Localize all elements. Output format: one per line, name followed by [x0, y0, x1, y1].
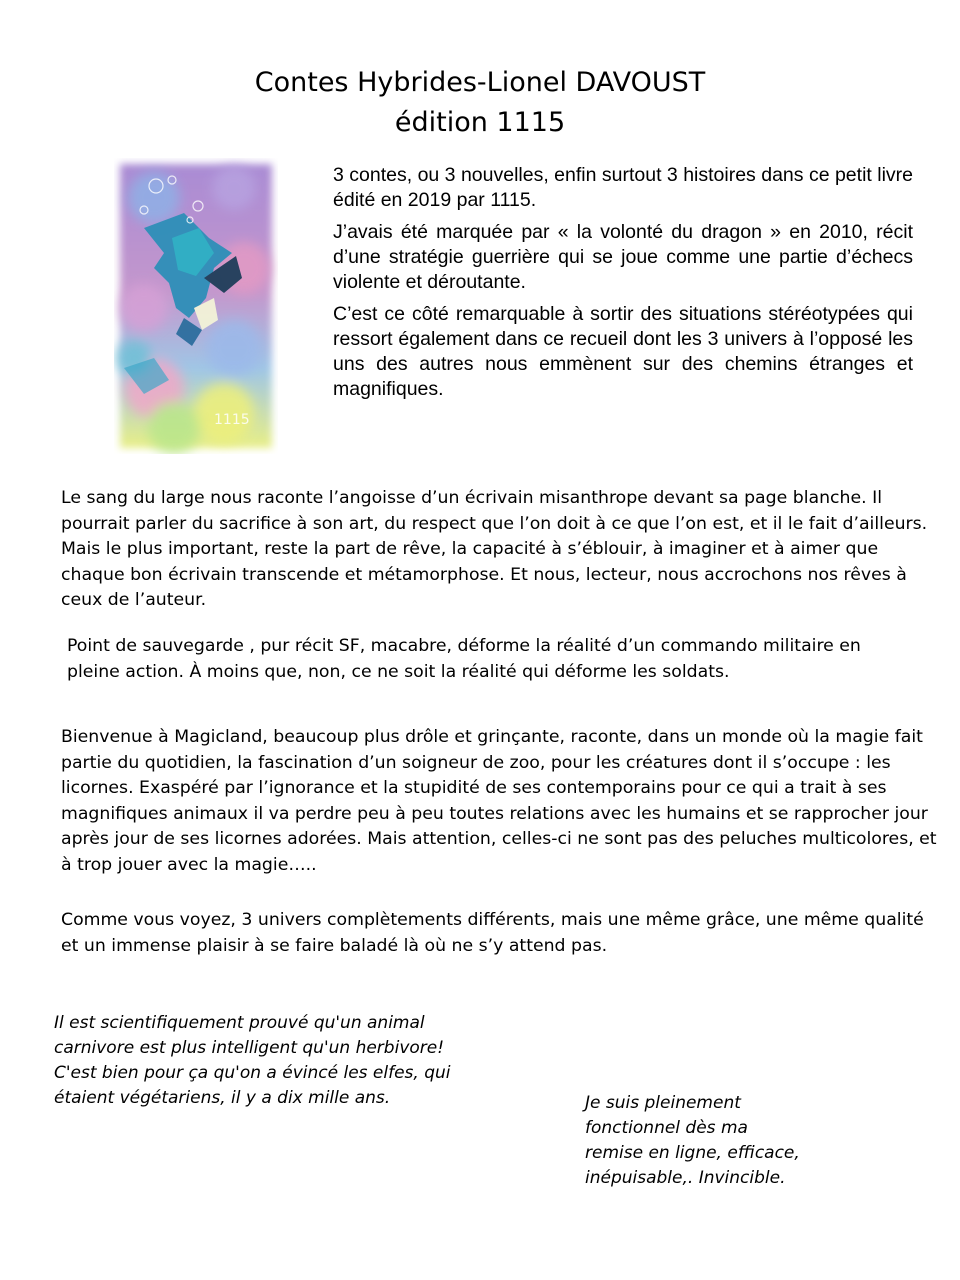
cover-mark: 1115 [214, 412, 250, 428]
book-cover-image [114, 158, 278, 454]
quote-line: inépuisable,. Invincible. [585, 1168, 786, 1188]
quote-line: Il est scientifiquement prouvé qu'un animal [54, 1013, 425, 1033]
book-title: Contes Hybrides-Lionel DAVOUST [254, 67, 706, 98]
quote-line: C'est bien pour ça qu'on a évincé les elfes, qui [54, 1063, 451, 1083]
quote-right [585, 1091, 885, 1191]
quote-line: Je suis pleinement [585, 1093, 741, 1113]
review-paragraph-point-de-sauvegarde: Point de sauvegarde , pur récit SF, macabre, déforme la réalité d’un commando militaire en pleine action. À moins que, non, ce ne soit la réalité qui déforme les soldats. [67, 636, 861, 682]
quote-line: carnivore est plus intelligent qu'un herbivore! [54, 1038, 445, 1058]
intro-paragraph: C’est ce côté remarquable à sortir des situations stéréotypées qui ressort également dans ce recueil dont les 3 univers à l’opposé les uns des autres nous emmènent sur des chemins étranges et magnifiques. [333, 303, 913, 400]
review-paragraph-conclusion: Comme vous voyez, 3 univers complètements différents, mais une même grâce, une même qualité et un immense plaisir à se faire baladé là où ne s’y attend pas. [61, 910, 924, 956]
quote-line: étaient végétariens, il y a dix mille ans. [54, 1088, 391, 1108]
edition-subtitle: édition 1115 [394, 107, 566, 138]
intro-paragraph: J’avais été marquée par « la volonté du dragon » en 2010, récit d’une stratégie guerrière qui se joue comme une partie d’échecs violente et déroutante. [333, 221, 913, 293]
review-paragraph-sang-du-large: Le sang du large nous raconte l’angoisse d’un écrivain misanthrope devant sa page blanche. Il pourrait parler du sacrifice à son art, du respect que l’on doit à ce que l’on est, et il le fait d’ailleurs. Mais le plus important, reste la part de rêve, la capacité à s’éblouir, à imaginer et à aimer que chaque bon écrivain transcende et métamorphose. Et nous, lecteur, nous accrochons nos rêves à ceux de l’auteur. [61, 488, 928, 610]
quote-left [54, 1011, 524, 1111]
intro-text [333, 163, 913, 409]
quote-line: remise en ligne, efficace, [585, 1143, 800, 1163]
quote-line: fonctionnel dès ma [585, 1118, 748, 1138]
review-paragraph-magicland: Bienvenue à Magicland, beaucoup plus drôle et grinçante, raconte, dans un monde où la magie fait partie du quotidien, la fascination d’un soigneur de zoo, pour les créatures dont il s’occupe : les licornes. Exaspéré par l’ignorance et la stupidité de ses contemporains pour ce qui a trait à ses magnifiques animaux il va perdre peu à peu toutes relations avec les humains et se rapprocher jour après jour de ses licornes adorées. Mais attention, celles-ci ne sont pas des peluches multicolores, et à trop jouer avec la magie….. [61, 727, 937, 875]
intro-paragraph: 3 contes, ou 3 nouvelles, enfin surtout 3 histoires dans ce petit livre édité en 2019 par 1115. [333, 164, 913, 211]
